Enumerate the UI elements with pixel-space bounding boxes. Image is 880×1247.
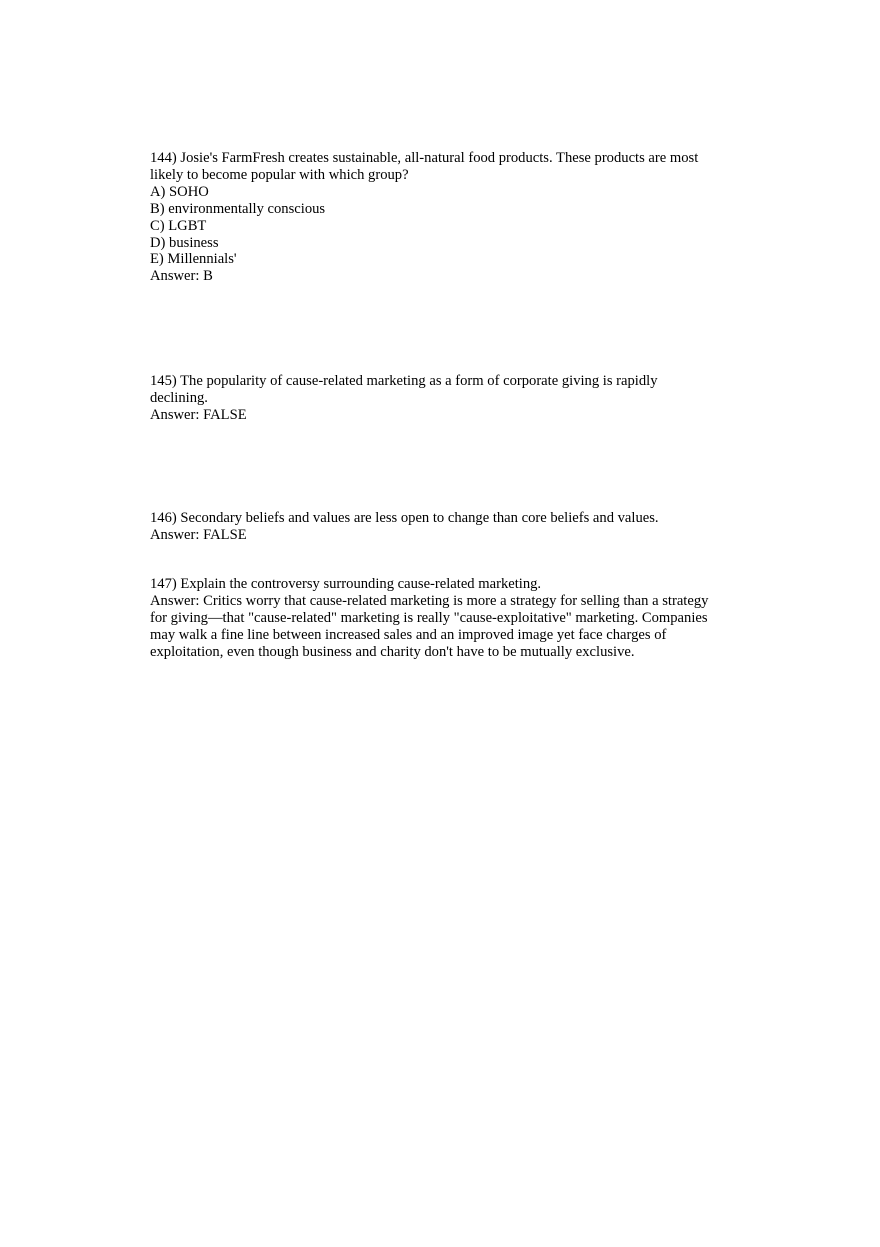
question-144 xyxy=(150,150,740,285)
question-stem-line: 145) The popularity of cause-related marketing as a form of corporate giving is rapidly xyxy=(150,373,658,389)
answer-text-line: may walk a fine line between increased sales and an improved image yet face charges of xyxy=(150,626,667,643)
answer-option-e: E) Millennials' xyxy=(150,251,237,268)
answer-option-c: C) LGBT xyxy=(150,217,207,234)
question-stem-line: 146) Secondary beliefs and values are less open to change than core beliefs and values. xyxy=(150,510,659,526)
question-147 xyxy=(150,576,740,661)
question-145 xyxy=(150,373,740,424)
answer-option-d: D) business xyxy=(150,234,219,251)
answer-key: Answer: B xyxy=(150,268,213,285)
answer-option-a: A) SOHO xyxy=(150,183,209,200)
question-stem-line: 147) Explain the controversy surrounding cause-related marketing. xyxy=(150,576,542,592)
question-146 xyxy=(150,510,740,544)
answer-text-line: for giving—that "cause-related" marketing is really "cause-exploitative" marketing. Companies xyxy=(150,609,708,626)
answer-key: Answer: FALSE xyxy=(150,526,247,543)
answer-key: Answer: FALSE xyxy=(150,406,247,423)
answer-text-line: exploitation, even though business and charity don't have to be mutually exclusive. xyxy=(150,643,635,660)
question-stem-line: 144) Josie's FarmFresh creates sustainable, all-natural food products. These products are most xyxy=(150,150,699,166)
answer-text-line: Answer: Critics worry that cause-related marketing is more a strategy for selling than a strategy xyxy=(150,592,709,609)
answer-option-b: B) environmentally conscious xyxy=(150,200,326,217)
question-stem-line: likely to become popular with which group? xyxy=(150,166,409,183)
question-stem-line: declining. xyxy=(150,389,208,406)
